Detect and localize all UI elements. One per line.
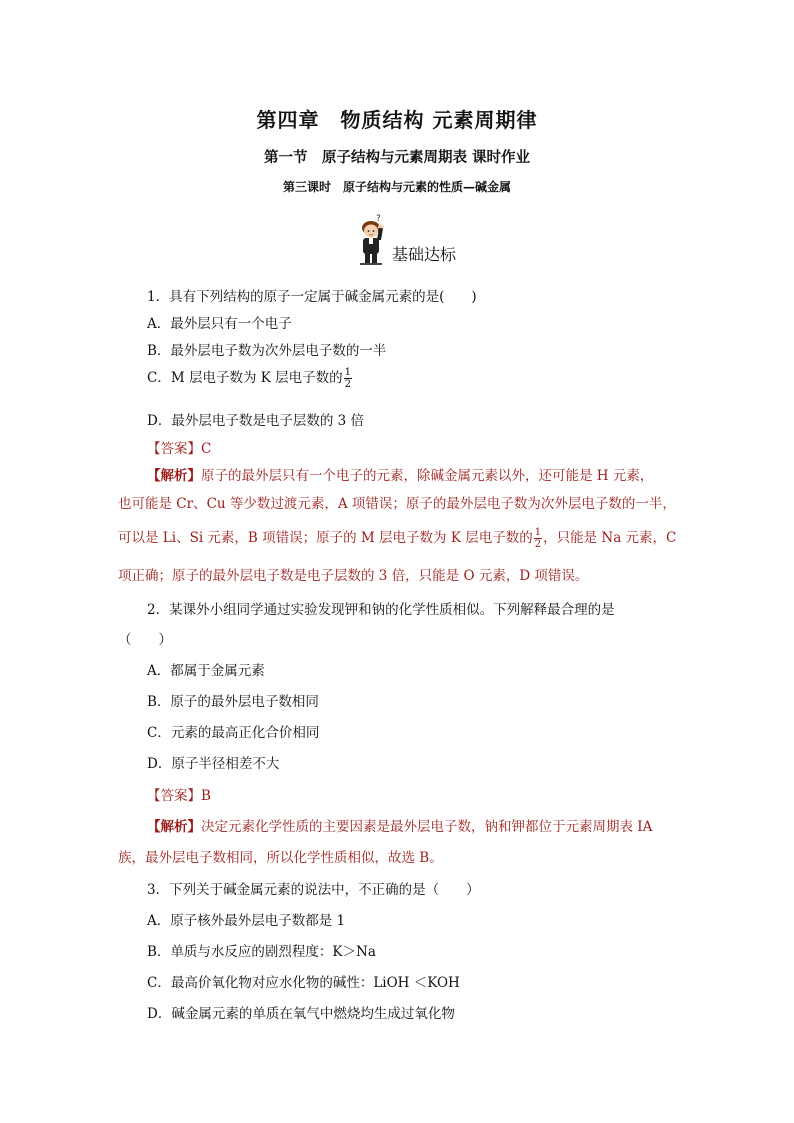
q1-option-c <box>147 366 353 390</box>
q2-option-a: A．都属于金属元素 <box>147 663 265 679</box>
q2-answer <box>147 784 211 804</box>
q2-stem-blank: （ ） <box>118 632 172 648</box>
q1-answer <box>147 437 211 457</box>
analysis-tag: 【解析】 <box>147 819 201 835</box>
lesson-title: 第三课时 原子结构与元素的性质—碱金属 <box>282 180 511 194</box>
q2-option-c: C．元素的最高正化合价相同 <box>147 725 320 741</box>
analysis-text: ，只能是 Na 元素，C <box>543 530 677 546</box>
q3-stem: 3．下列关于碱金属元素的说法中，不正确的是（ ） <box>147 882 480 898</box>
section-subtitle: 第一节 原子结构与元素周期表 课时作业 <box>263 150 531 166</box>
q1-option-c-text: C．M 层电子数为 K 层电子数的 <box>147 370 343 386</box>
q1-stem: 1．具有下列结构的原子一定属于碱金属元素的是( ) <box>147 289 477 305</box>
thinking-boy-icon <box>356 212 390 266</box>
q3-option-b: B．单质与水反应的剧烈程度：K＞Na <box>147 944 376 960</box>
analysis-text: 原子的最外层只有一个电子的元素，除碱金属元素以外，还可能是 H 元素， <box>201 468 654 484</box>
fraction-numerator: 1 <box>344 367 351 378</box>
fraction-denominator: 2 <box>534 539 542 550</box>
analysis-fraction <box>534 527 542 550</box>
analysis-tag: 【解析】 <box>147 468 201 484</box>
q1-option-b: B．最外层电子数为次外层电子数的一半 <box>147 343 387 359</box>
q2-option-d: D．原子半径相差不大 <box>147 756 280 772</box>
fraction-numerator: 1 <box>534 527 542 538</box>
answer-tag: 【答案】 <box>147 788 201 804</box>
q2-stem: 2．某课外小组同学通过实验发现钾和钠的化学性质相似。下列解释最合理的是 <box>147 602 615 618</box>
q3-option-d: D．碱金属元素的单质在氧气中燃烧均生成过氧化物 <box>147 1006 455 1022</box>
answer-value: C <box>201 441 212 457</box>
q1-analysis-line-4: 项正确；原子的最外层电子数是电子层数的 3 倍，只能是 O 元素，D 项错误。 <box>118 568 589 584</box>
analysis-text: 可以是 Li、Si 元素，B 项错误；原子的 M 层电子数为 K 层电子数的 <box>118 530 533 546</box>
q2-analysis-line-1 <box>147 815 652 835</box>
answer-value: B <box>201 788 211 804</box>
section-header <box>356 212 496 268</box>
q3-option-a: A．原子核外最外层电子数都是 1 <box>147 913 346 929</box>
fraction-denominator: 2 <box>344 379 351 390</box>
q2-analysis-line-2: 族，最外层电子数相同，所以化学性质相似，故选 B。 <box>118 850 443 866</box>
analysis-text: 决定元素化学性质的主要因素是最外层电子数，钠和钾都位于元素周期表 IA <box>201 819 653 835</box>
section-label: 基础达标 <box>392 245 457 264</box>
chapter-title: 第四章 物质结构 元素周期律 <box>256 108 538 132</box>
q1-option-d: D．最外层电子数是电子层数的 3 倍 <box>147 413 364 429</box>
q2-option-b: B．原子的最外层电子数相同 <box>147 694 319 710</box>
q3-option-c: C．最高价氧化物对应水化物的碱性：LiOH ＜KOH <box>147 975 460 991</box>
svg-text:?: ? <box>376 214 381 224</box>
q1-analysis-line-3 <box>118 526 676 550</box>
answer-tag: 【答案】 <box>147 441 201 457</box>
q1-analysis-line-2: 也可能是 Cr、Cu 等少数过渡元素，A 项错误；原子的最外层电子数为次外层电子数的一半， <box>118 496 676 512</box>
q1-option-c-fraction <box>344 367 352 390</box>
q1-analysis-line-1 <box>147 464 653 484</box>
q1-option-a: A．最外层只有一个电子 <box>147 316 292 332</box>
